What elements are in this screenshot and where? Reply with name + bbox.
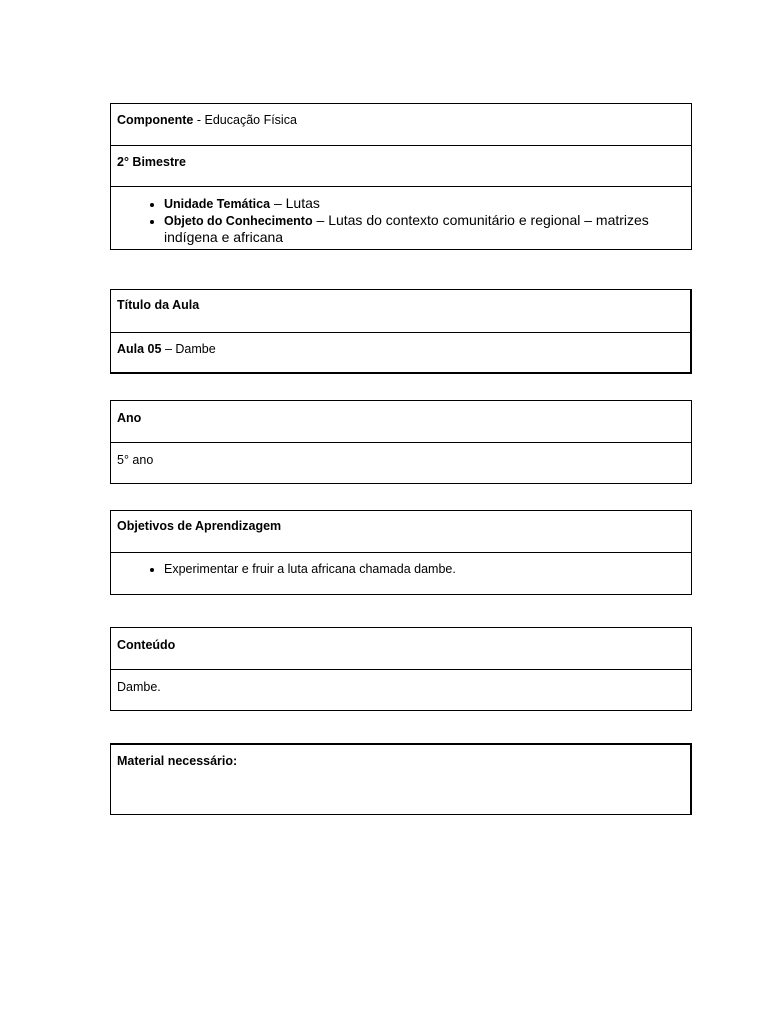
ano-table — [110, 400, 692, 484]
ano-header-row — [111, 401, 691, 442]
tematica-list — [117, 195, 685, 246]
unidade-tematica-separator: – — [270, 195, 286, 211]
unidade-tematica-value: Lutas — [285, 195, 320, 211]
conteudo-value-row — [111, 669, 691, 695]
material-heading: Material necessário: — [117, 754, 238, 768]
aula-label: Aula 05 — [117, 342, 162, 356]
objetivos-header-row — [111, 511, 691, 552]
titulo-aula-table — [110, 289, 692, 374]
componente-label: Componente — [117, 113, 194, 127]
objetivos-table — [110, 510, 692, 595]
componente-value: Educação Física — [204, 113, 297, 127]
aula-value: Dambe — [175, 342, 216, 356]
objeto-conhecimento-separator: – — [312, 212, 329, 228]
ano-value-row — [111, 442, 691, 468]
componente-row — [111, 104, 691, 145]
list-item: • Experimentar e fruir a luta africana chamada dambe. — [164, 561, 685, 577]
componente-table — [110, 103, 692, 250]
objeto-conhecimento-label: Objeto do Conhecimento — [164, 214, 313, 228]
conteudo-header-row — [111, 628, 691, 669]
objetivos-list-row — [111, 552, 691, 577]
objetivos-list — [117, 561, 685, 577]
bimestre-row — [111, 145, 691, 186]
unidade-tematica-label: Unidade Temática — [164, 197, 271, 211]
componente-separator: - — [193, 113, 205, 127]
conteudo-value: Dambe. — [117, 680, 161, 694]
objetivos-heading: Objetivos de Aprendizagem — [117, 519, 282, 533]
material-header-row — [111, 745, 690, 769]
ano-value: 5° ano — [117, 453, 154, 467]
conteudo-heading: Conteúdo — [117, 638, 176, 652]
list-item-unidade-tematica — [164, 195, 685, 212]
aula-row — [111, 332, 690, 357]
aula-separator: – — [161, 342, 176, 356]
conteudo-table — [110, 627, 692, 711]
list-item-objeto-conhecimento — [164, 212, 685, 246]
tematica-row — [111, 186, 691, 246]
material-table — [110, 743, 692, 815]
objeto-conhecimento-value: Lutas do contexto comunitário e regional – matrizes indígena e africana — [164, 212, 649, 245]
titulo-aula-header-row — [111, 290, 690, 332]
titulo-aula-heading: Título da Aula — [117, 298, 200, 312]
ano-heading: Ano — [117, 411, 142, 425]
bimestre-label: 2° Bimestre — [117, 155, 186, 169]
